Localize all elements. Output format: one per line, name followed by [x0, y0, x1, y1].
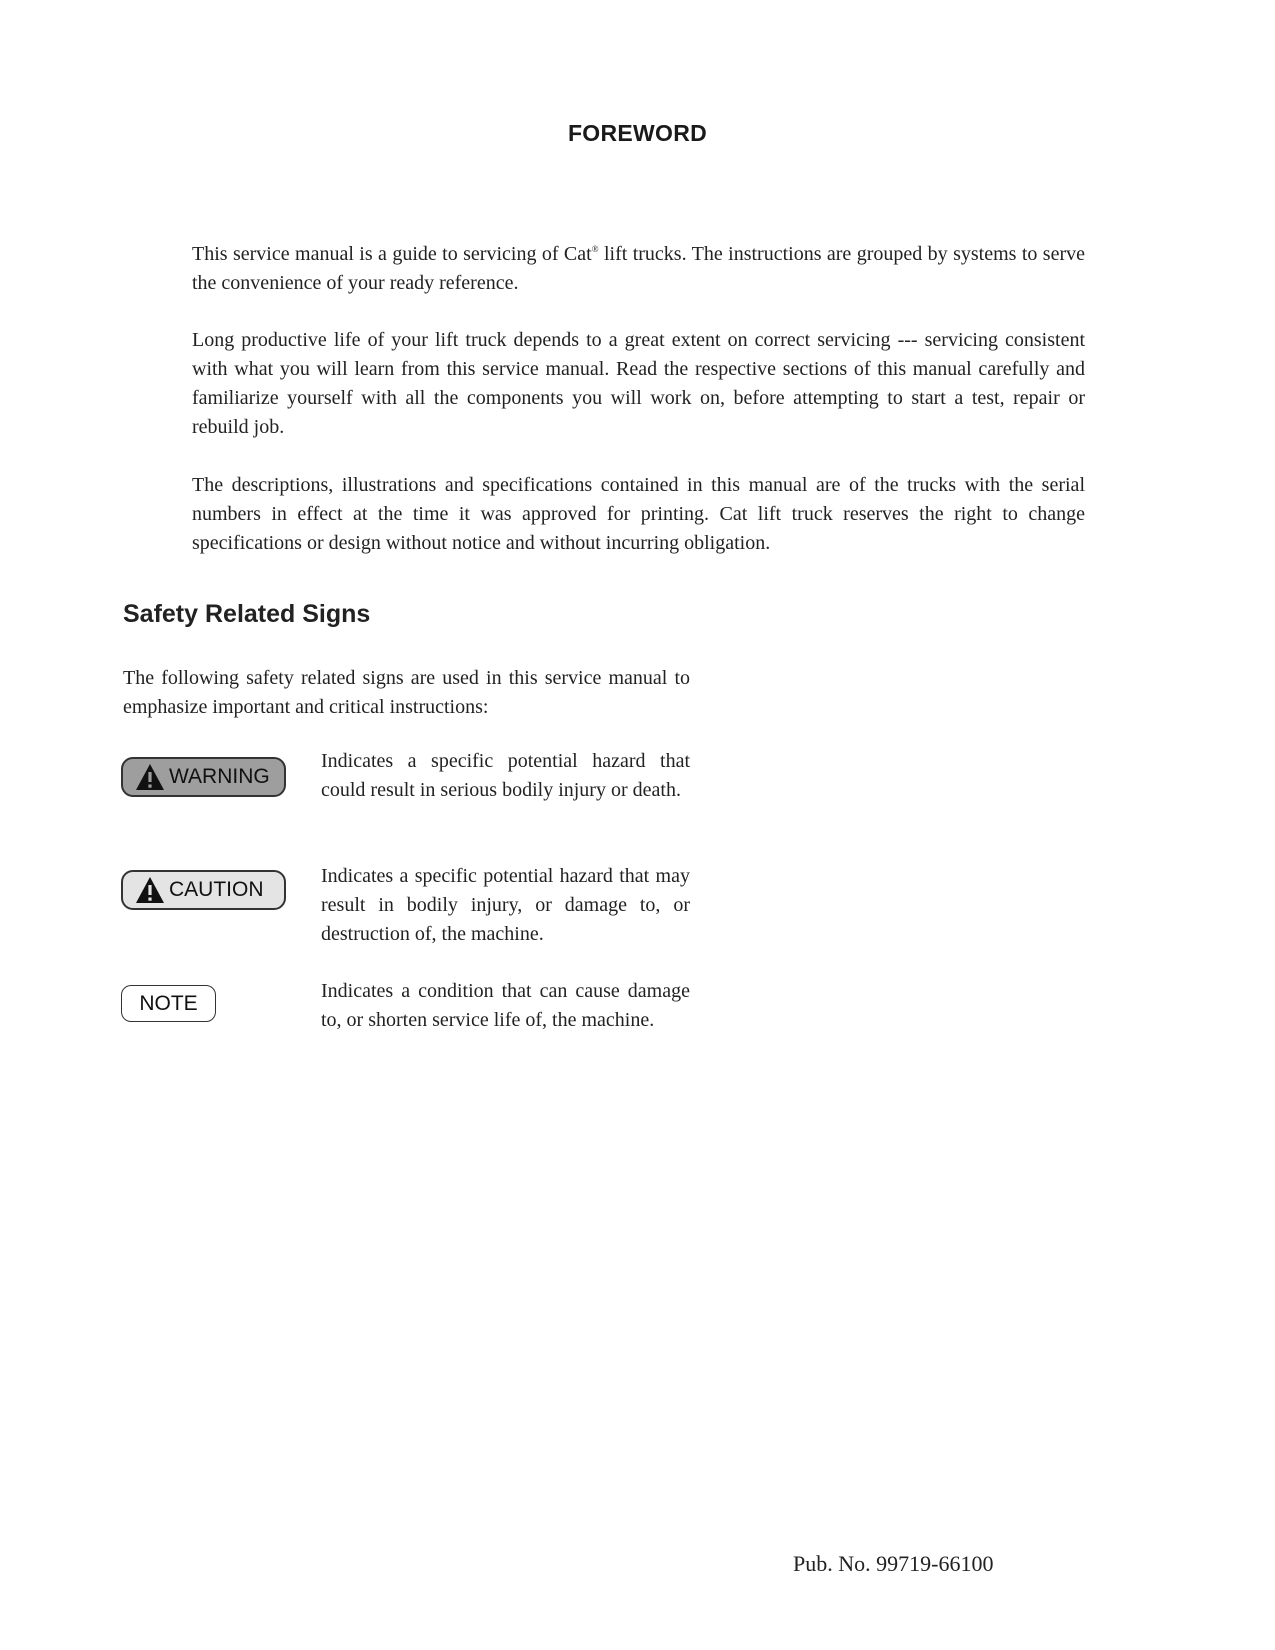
publication-number: Pub. No. 99719-66100 [793, 1551, 994, 1576]
note-sign [121, 985, 216, 1022]
paragraph-1-text-end: lift trucks. The instructions are grouped by systems to serve the convenience of your ready reference. [192, 243, 1085, 294]
caution-sign-label: CAUTION [169, 878, 264, 901]
safety-section-heading: Safety Related Signs [123, 600, 371, 628]
foreword-paragraph-1 [192, 240, 1085, 298]
note-sign-label: NOTE [139, 991, 198, 1015]
warning-sign [121, 757, 286, 797]
caution-sign [121, 870, 286, 910]
warning-sign-label: WARNING [169, 765, 270, 788]
registered-mark: ® [591, 244, 599, 254]
note-description: Indicates a condition that can cause damage to, or shorten service life of, the machine. [321, 980, 690, 1031]
warning-description: Indicates a specific potential hazard that could result in serious bodily injury or death. [321, 750, 690, 801]
safety-section-intro: The following safety related signs are used in this service manual to emphasize important and critical instructions: [123, 667, 690, 718]
page-title: FOREWORD [567, 120, 708, 146]
warning-triangle-icon [135, 762, 165, 792]
paragraph-1-text-start: This service manual is a guide to servicing of Cat [192, 243, 592, 265]
foreword-paragraph-3: The descriptions, illustrations and specifications contained in this manual are of the trucks with the serial numbers in effect at the time it was approved for printing. Cat lift truck reserves the right to change specifications or design without notice and without incurring obligation. [192, 474, 1085, 554]
warning-triangle-icon [135, 875, 165, 905]
caution-description: Indicates a specific potential hazard that may result in bodily injury, or damage to, or destruction of, the machine. [321, 865, 690, 945]
foreword-paragraph-2: Long productive life of your lift truck depends to a great extent on correct servicing --- servicing consistent with what you will learn from this service manual. Read the respective sections of this manual carefully and familiarize yourself with all the components you will work on, before attempting to start a test, repair or rebuild job. [192, 329, 1085, 438]
